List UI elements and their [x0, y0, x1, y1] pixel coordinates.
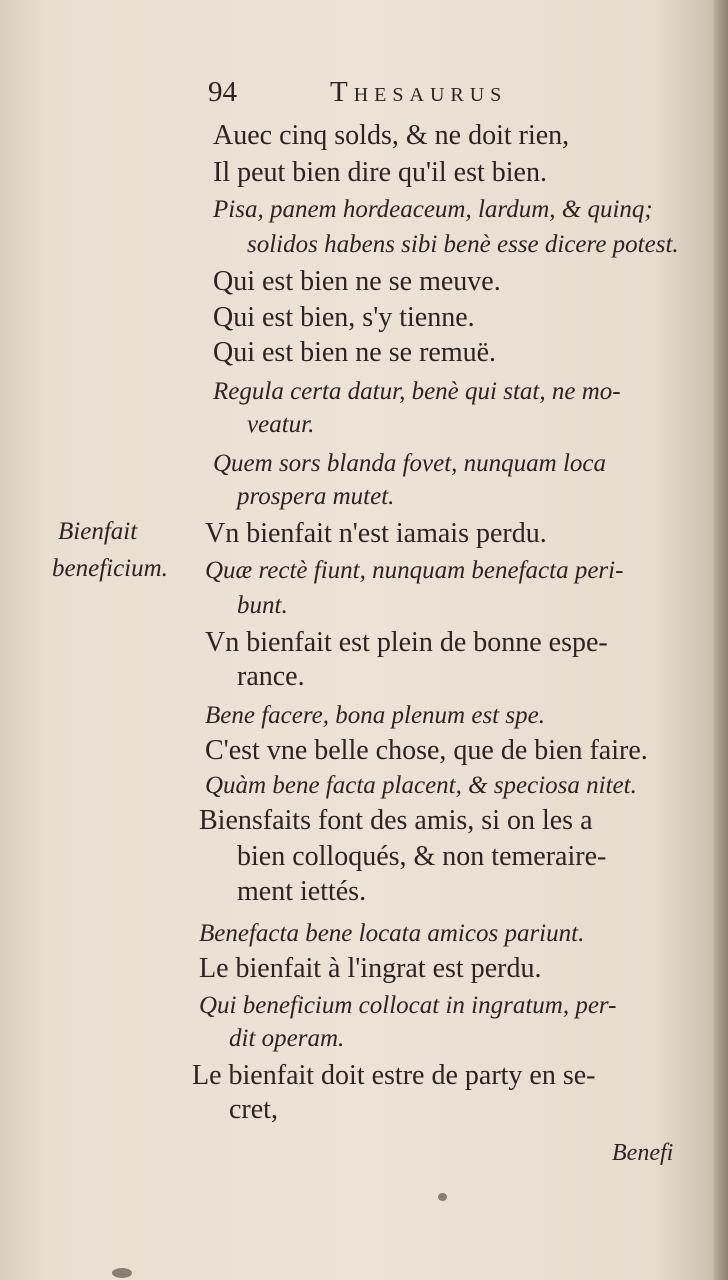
text-line: bunt. [237, 592, 288, 619]
text-line: Quæ rectè fiunt, nunquam benefacta peri- [205, 557, 624, 584]
text-line: Quem sors blanda fovet, nunquam loca [213, 450, 607, 477]
text-line: Vn bienfait est plein de bonne espe- [205, 627, 608, 658]
text-line: Le bienfait doit estre de party en se- [192, 1060, 596, 1091]
text-line: cret, [229, 1094, 278, 1125]
text-line: prospera mutet. [237, 483, 395, 510]
text-line: ment iettés. [237, 876, 367, 907]
text-line: Biensfaits font des amis, si on les a [199, 805, 593, 836]
ink-spot [112, 1268, 132, 1278]
text-line: Quàm bene facta placent, & speciosa nitet. [205, 772, 637, 799]
text-line: dit operam. [229, 1025, 345, 1052]
text-line: Auec cinq solds, & ne doit rien, [213, 120, 570, 151]
text-line: Qui beneficium collocat in ingratum, per- [199, 992, 617, 1019]
margin-note: beneficium. [52, 555, 168, 582]
text-line: Le bienfait à l'ingrat est perdu. [199, 953, 542, 984]
text-line: Pisa, panem hordeaceum, lardum, & quinq; [213, 196, 653, 223]
text-line: Vn bienfait n'est iamais perdu. [205, 518, 547, 549]
text-line: Benefacta bene locata amicos pariunt. [199, 920, 585, 947]
text-line: Regula certa datur, benè qui stat, ne mo- [213, 378, 621, 405]
ink-spot [438, 1193, 447, 1201]
text-line: solidos habens sibi benè esse dicere potest. [247, 231, 679, 258]
running-title: Thesaurus [330, 76, 508, 108]
text-line: C'est vne belle chose, que de bien faire. [205, 735, 648, 766]
text-line: Qui est bien, s'y tienne. [213, 302, 475, 333]
text-line: veatur. [247, 411, 315, 438]
margin-note: Bienfait [58, 518, 138, 545]
catchword: Benefi [612, 1140, 674, 1166]
text-line: Qui est bien ne se meuve. [213, 266, 501, 297]
text-line: Qui est bien ne se remuë. [213, 337, 497, 368]
text-line: rance. [237, 661, 305, 692]
page-number: 94 [208, 76, 237, 108]
text-line: bien colloqués, & non temeraire- [237, 841, 607, 872]
text-line: Il peut bien dire qu'il est bien. [213, 157, 547, 188]
text-line: Bene facere, bona plenum est spe. [205, 702, 545, 729]
